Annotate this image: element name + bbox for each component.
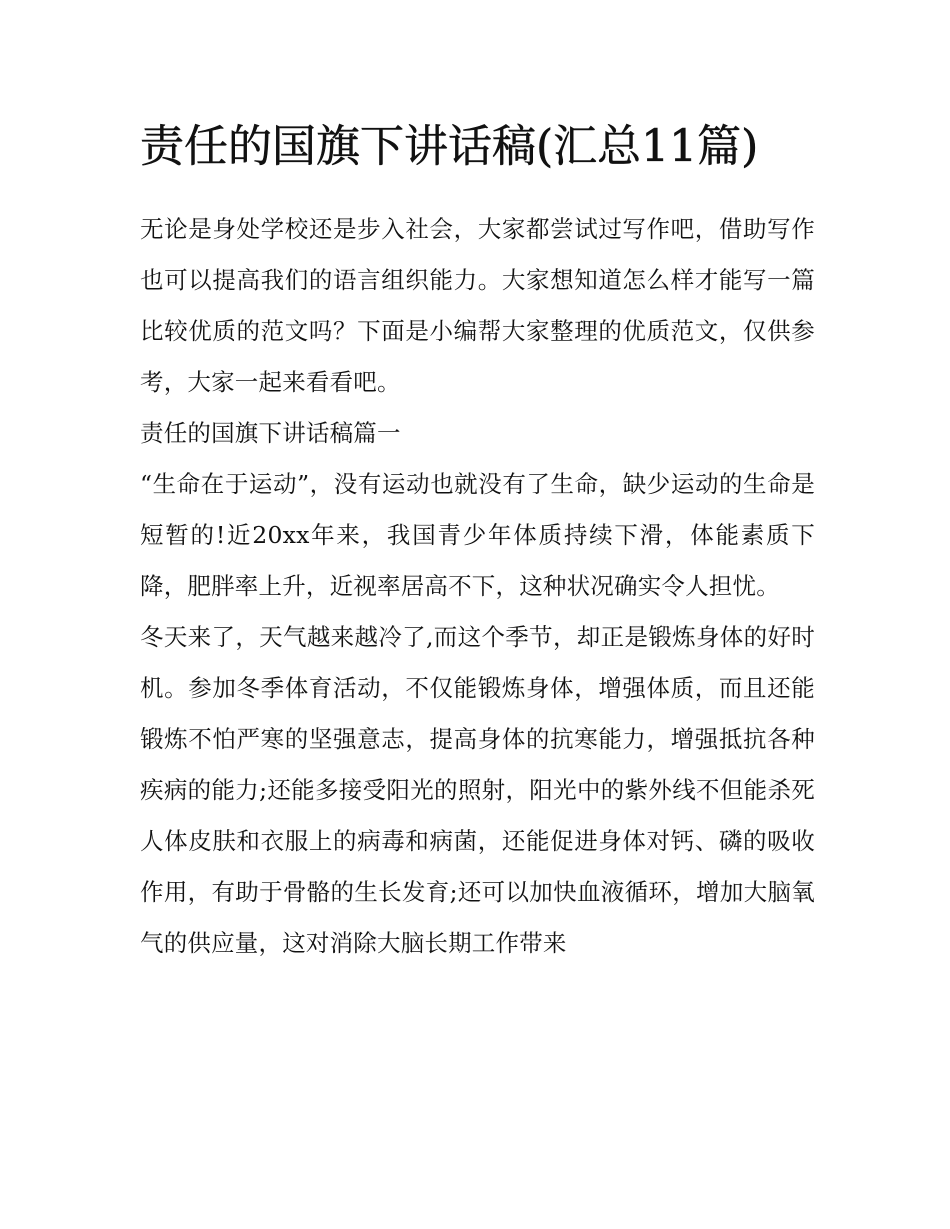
document-body	[140, 204, 815, 969]
body-paragraph: 冬天来了，天气越来越冷了,而这个季节，却正是锻炼身体的好时机。参加冬季体育活动，不仅能锻炼身体，增强体质，而且还能锻炼不怕严寒的坚强意志，提高身体的抗寒能力，增强抵抗各种疾病的能力;还能多接受阳光的照射，阳光中的紫外线不但能杀死人体皮肤和衣服上的病毒和病菌，还能促进身体对钙、磷的吸收作用，有助于骨骼的生长发育;还可以加快血液循环，增加大脑氧气的供应量，这对消除大脑长期工作带来	[140, 623, 815, 957]
document-title: 责任的国旗下讲话稿(汇总11篇)	[140, 121, 759, 172]
body-paragraph: “生命在于运动”，没有运动也就没有了生命，缺少运动的生命是短暂的!近20xx年来，我国青少年体质持续下滑，体能素质下降，肥胖率上升，近视率居高不下，这种状况确实令人担忧。	[140, 470, 815, 600]
section-heading: 责任的国旗下讲话稿篇一	[140, 419, 401, 447]
intro-paragraph: 无论是身处学校还是步入社会，大家都尝试过写作吧，借助写作也可以提高我们的语言组织能力。大家想知道怎么样才能写一篇比较优质的范文吗？下面是小编帮大家整理的优质范文，仅供参考，大家一起来看看吧。	[140, 215, 815, 396]
document-page	[140, 110, 815, 969]
